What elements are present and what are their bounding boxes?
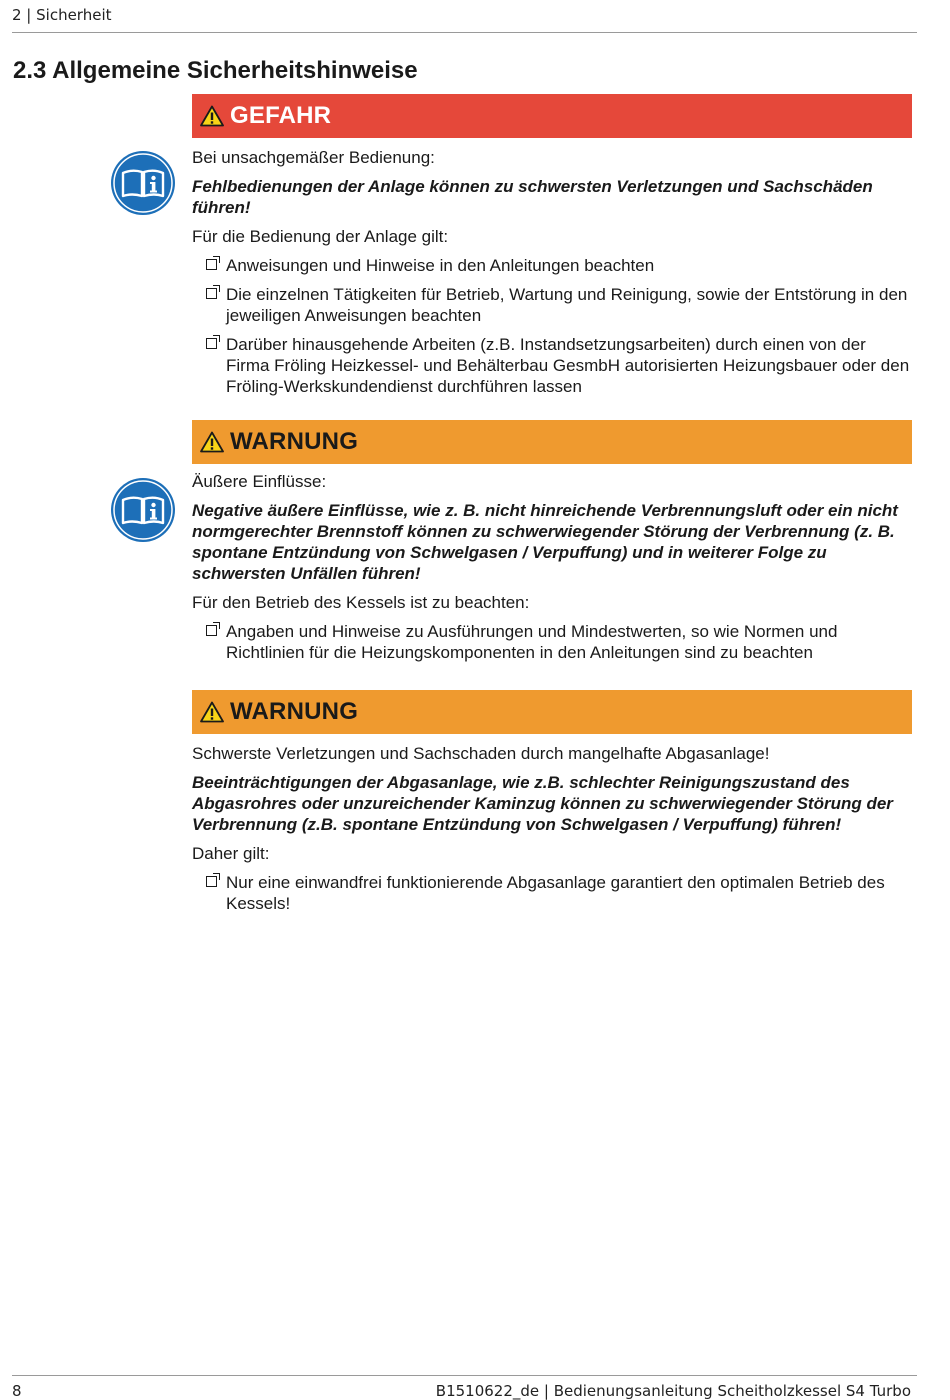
list-item: Nur eine einwandfrei funktionierende Abgasanlage garantiert den optimalen Betrieb des Kessels!: [192, 872, 912, 914]
hazard-intro: Bei unsachgemäßer Bedienung:: [192, 148, 435, 167]
page-header: [12, 6, 917, 33]
hazard-intro: Äußere Einflüsse:: [192, 472, 327, 491]
list-item: Die einzelnen Tätigkeiten für Betrieb, Wartung und Reinigung, sowie der Entstörung in den jeweiligen Anweisungen beachten: [192, 284, 912, 326]
hazard-consequence: Beeinträchtigungen der Abgasanlage, wie z.B. schlechter Reinigungszustand des Abgasrohres oder unzureichender Kaminzug können zu schwerwiegender Störung der Verbrennung (z.B. spontane Entzündung von Schwelgasen / Verpuffung) führen!: [192, 773, 893, 834]
measures-lead: Für die Bedienung der Anlage gilt:: [192, 227, 449, 246]
warning-triangle-icon: [200, 701, 224, 723]
measures-lead: Daher gilt:: [192, 844, 270, 863]
section-label: 2 | Sicherheit: [12, 6, 112, 24]
measures-list: [192, 872, 912, 914]
hazard-consequence: Negative äußere Einflüsse, wie z. B. nicht hinreichende Verbrennungsluft oder ein nicht normgerechter Brennstoff können zu schwerwiegender Störung der Verbrennung (z. B. spontane Entzündung von Schwelgasen / Verpuffung) und in weiterer Folge zu schwersten Unfällen führen!: [192, 501, 898, 583]
warning-triangle-icon: [200, 105, 224, 127]
checkbox-bullet-icon: [206, 338, 217, 349]
danger-banner: [192, 94, 912, 138]
warning-banner: [192, 690, 912, 734]
warning-banner: [192, 420, 912, 464]
document-reference: B1510622_de | Bedienungsanleitung Scheitholzkessel S4 Turbo: [435, 1382, 911, 1400]
page-footer: [12, 1375, 917, 1400]
signal-word: GEFAHR: [230, 102, 332, 129]
measures-list: [192, 255, 912, 397]
measures-list: [192, 621, 912, 663]
list-item: Darüber hinausgehende Arbeiten (z.B. Instandsetzungsarbeiten) durch einen von der Firma Fröling Heizkessel- und Behälterbau GesmbH autorisierten Heizungsbauer oder den Fröling-Werkskundendienst durchführen lassen: [192, 334, 912, 397]
checkbox-bullet-icon: [206, 625, 217, 636]
read-manual-icon: [110, 150, 176, 216]
signal-word: WARNUNG: [230, 428, 359, 455]
list-item: Angaben und Hinweise zu Ausführungen und Mindestwerten, so wie Normen und Richtlinien für die Heizungskomponenten in den Anleitungen sind zu beachten: [192, 621, 912, 663]
list-item: Anweisungen und Hinweise in den Anleitungen beachten: [192, 255, 912, 276]
checkbox-bullet-icon: [206, 876, 217, 887]
page-title: 2.3 Allgemeine Sicherheitshinweise: [13, 57, 418, 84]
hazard-intro: Schwerste Verletzungen und Sachschaden durch mangelhafte Abgasanlage!: [192, 744, 770, 763]
page-number: 8: [12, 1382, 22, 1400]
read-manual-icon: [110, 477, 176, 543]
checkbox-bullet-icon: [206, 259, 217, 270]
checkbox-bullet-icon: [206, 288, 217, 299]
measures-lead: Für den Betrieb des Kessels ist zu beachten:: [192, 593, 530, 612]
warning-block-influences: [192, 420, 912, 663]
signal-word: WARNUNG: [230, 698, 359, 725]
warning-block-exhaust: [192, 690, 912, 914]
danger-block: [192, 94, 912, 397]
hazard-consequence: Fehlbedienungen der Anlage können zu schwersten Verletzungen und Sachschäden führen!: [192, 177, 873, 217]
warning-triangle-icon: [200, 431, 224, 453]
